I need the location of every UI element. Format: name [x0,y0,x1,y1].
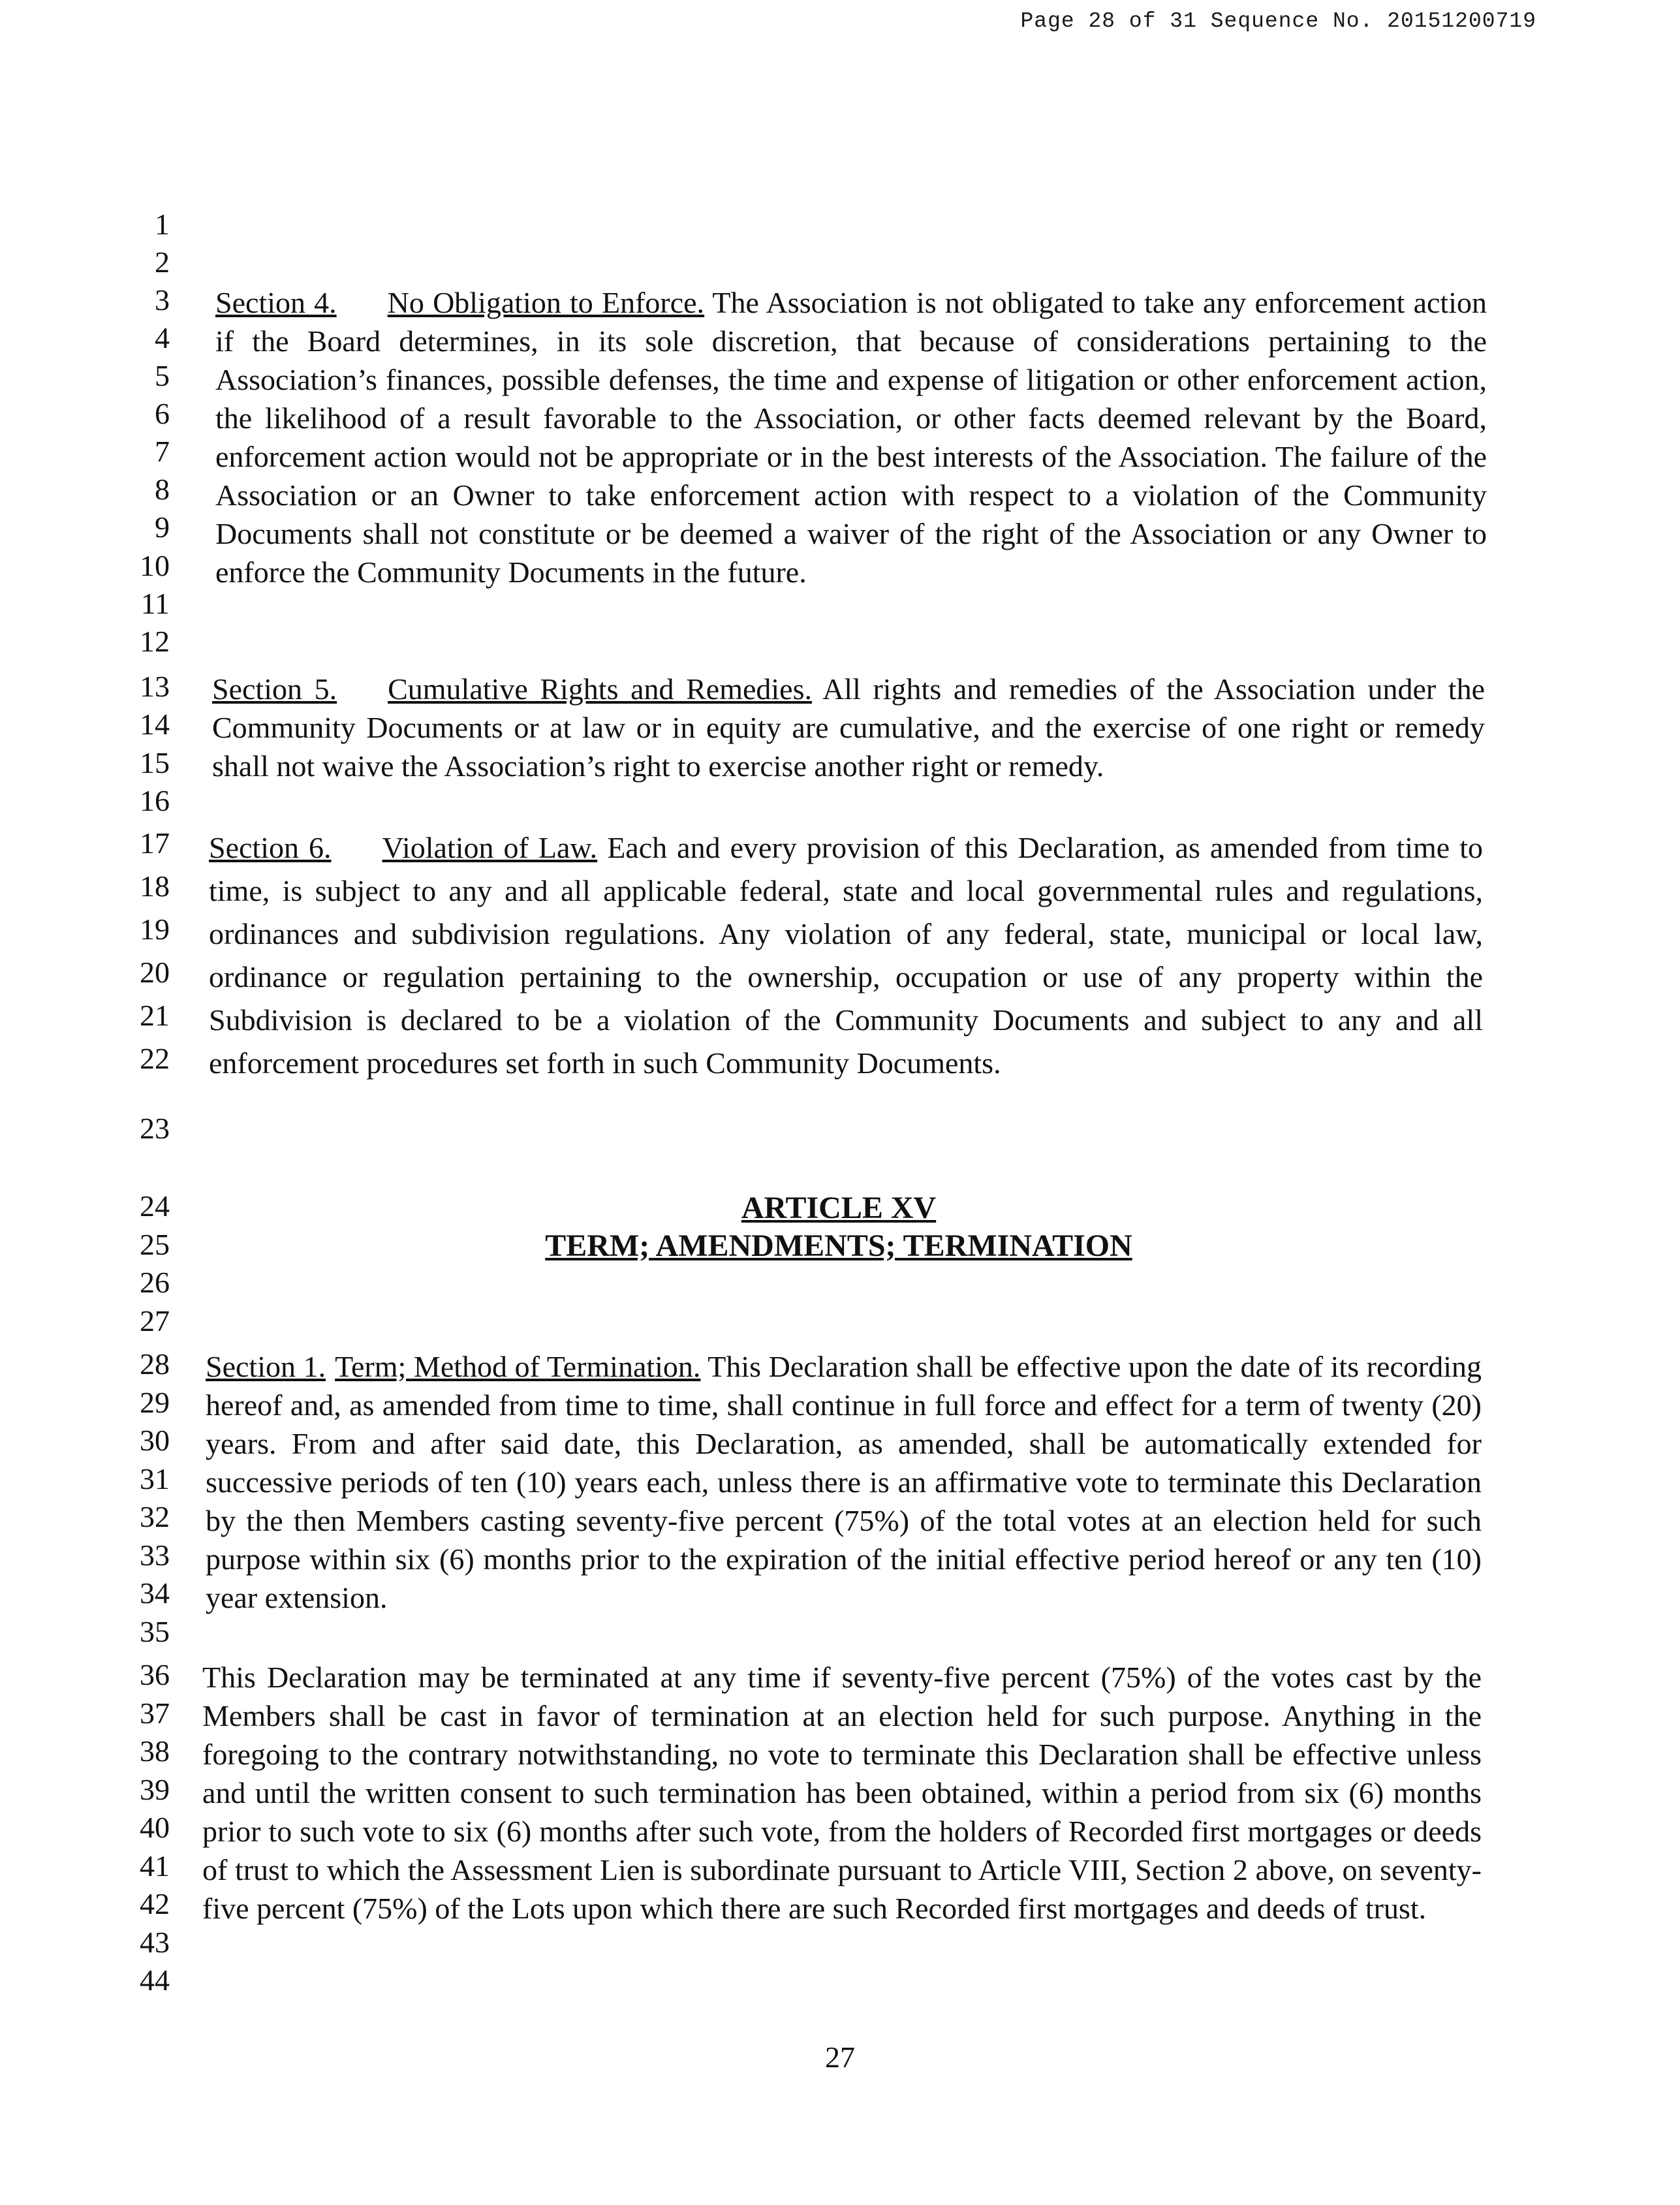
line-number: 34 [140,1576,170,1610]
line-number: 30 [140,1424,170,1457]
line-number: 33 [140,1539,170,1572]
article-section-1-body: This Declaration shall be effective upon the date of its recording hereof and, as amended from time to time, shall continue in full force and effect for a term of twenty (20) years. From and after said date, this Declaration, as amended, shall be automatically extended for successive periods of ten (10) years each, unless there is an affirmative vote to terminate this Declaration by the then Members casting seventy-five percent (75%) of the total votes at an election held for such purpose within six (6) months prior to the expiration of the initial effective period hereof or any ten (10) year extension. [206,1350,1482,1614]
line-number: 3 [155,283,170,317]
section-5-body: All rights and remedies of the Association under the Community Documents or at law or in equity are cumulative, and the exercise of one right or remedy shall not waive the Association’s right to exercise another right or remedy. [212,672,1486,783]
line-number: 31 [140,1462,170,1495]
line-number: 40 [140,1811,170,1844]
line-number: 27 [140,1304,170,1337]
line-number: 25 [140,1228,170,1261]
article-section-1-number: Section 1. [206,1350,326,1383]
line-number: 7 [155,435,170,468]
section-4-number: Section 4. [215,286,337,319]
article-section-1-title: Term; Method of Termination. [335,1350,701,1383]
section-5-title: Cumulative Rights and Remedies. [388,672,812,706]
line-number: 29 [140,1386,170,1419]
line-number: 35 [140,1615,170,1648]
line-number: 36 [140,1658,170,1691]
line-number: 1 [155,208,170,241]
page-number: 27 [825,2041,855,2074]
section-6-title: Violation of Law. [382,831,598,864]
line-number: 4 [155,321,170,354]
article-section-1-paragraph [206,1347,1482,1617]
line-number: 2 [155,245,170,279]
section-5-number: Section 5. [212,672,337,706]
section-6-paragraph [209,826,1483,1085]
article-heading [392,1189,1286,1265]
section-4-body: The Association is not obligated to take any enforcement action if the Board determines, in its sole discretion, that because of considerations pertaining to the Association’s finances, possible defenses, the time and expense of litigation or other enforcement action, the likelihood of a result favorable to the Association, or other facts deemed relevant by the Board, enforcement action would not be appropriate or in the best interests of the Association. The failure of the Association or an Owner to take enforcement action with respect to a violation of the Community Documents shall not constitute or be deemed a waiver of the right of the Association or any Owner to enforce the Community Documents in the future. [215,286,1487,589]
section-6-body: Each and every provision of this Declaration, as amended from time to time, is subject to any and all applicable federal, state and local governmental rules and regulations, ordinances and subdivision regulations. Any violation of any federal, state, municipal or local law, ordinance or regulation pertaining to the ownership, occupation or use of any property within the Subdivision is declared to be a violation of the Community Documents and subject to any and all enforcement procedures set forth in such Community Documents. [209,831,1483,1080]
line-number: 14 [140,708,170,741]
section-4-title: No Obligation to Enforce. [387,286,705,319]
line-number: 5 [155,359,170,392]
line-number: 16 [140,784,170,817]
line-number: 39 [140,1773,170,1806]
line-number: 23 [140,1112,170,1145]
section-6-number: Section 6. [209,831,332,864]
line-number: 38 [140,1734,170,1768]
line-number: 8 [155,473,170,506]
line-number: 44 [140,1963,170,1997]
line-number: 41 [140,1849,170,1883]
article-number: ARTICLE XV [741,1191,937,1225]
line-number: 15 [140,746,170,779]
line-number: 32 [140,1500,170,1533]
line-number: 13 [140,670,170,703]
termination-paragraph-text: This Declaration may be terminated at any time if seventy-five percent (75%) of the votes cast by the Members shall be cast in favor of termination at an election held for such purpose. Anything in the foregoing to the contrary notwithstanding, no vote to terminate this Declaration shall be effective unless and until the written consent to such termination has been obtained, within a period from six (6) months prior to such vote to six (6) months after such vote, from the holders of Recorded first mortgages or deeds of trust to which the Assessment Lien is subordinate pursuant to Article VIII, Section 2 above, on seventy-five percent (75%) of the Lots upon which there are such Recorded first mortgages and deeds of trust. [202,1661,1482,1925]
section-4-paragraph [215,283,1487,591]
line-number: 37 [140,1697,170,1730]
line-number: 21 [140,999,170,1032]
line-number: 18 [140,869,170,903]
line-number: 28 [140,1347,170,1381]
line-number: 9 [155,510,170,544]
termination-paragraph [202,1658,1482,1928]
line-number: 24 [140,1189,170,1223]
line-number: 6 [155,397,170,430]
section-5-paragraph [212,670,1485,785]
article-title: TERM; AMENDMENTS; TERMINATION [545,1228,1132,1263]
line-number: 12 [140,625,170,658]
line-number: 26 [140,1266,170,1299]
line-number: 19 [140,913,170,946]
line-number: 10 [140,549,170,582]
line-number: 20 [140,956,170,989]
line-number: 17 [140,826,170,860]
page-sequence-header: Page 28 of 31 Sequence No. 20151200719 [1020,9,1536,33]
line-number: 11 [140,587,170,620]
line-number: 42 [140,1887,170,1920]
line-number: 43 [140,1926,170,1959]
line-number: 22 [140,1042,170,1075]
